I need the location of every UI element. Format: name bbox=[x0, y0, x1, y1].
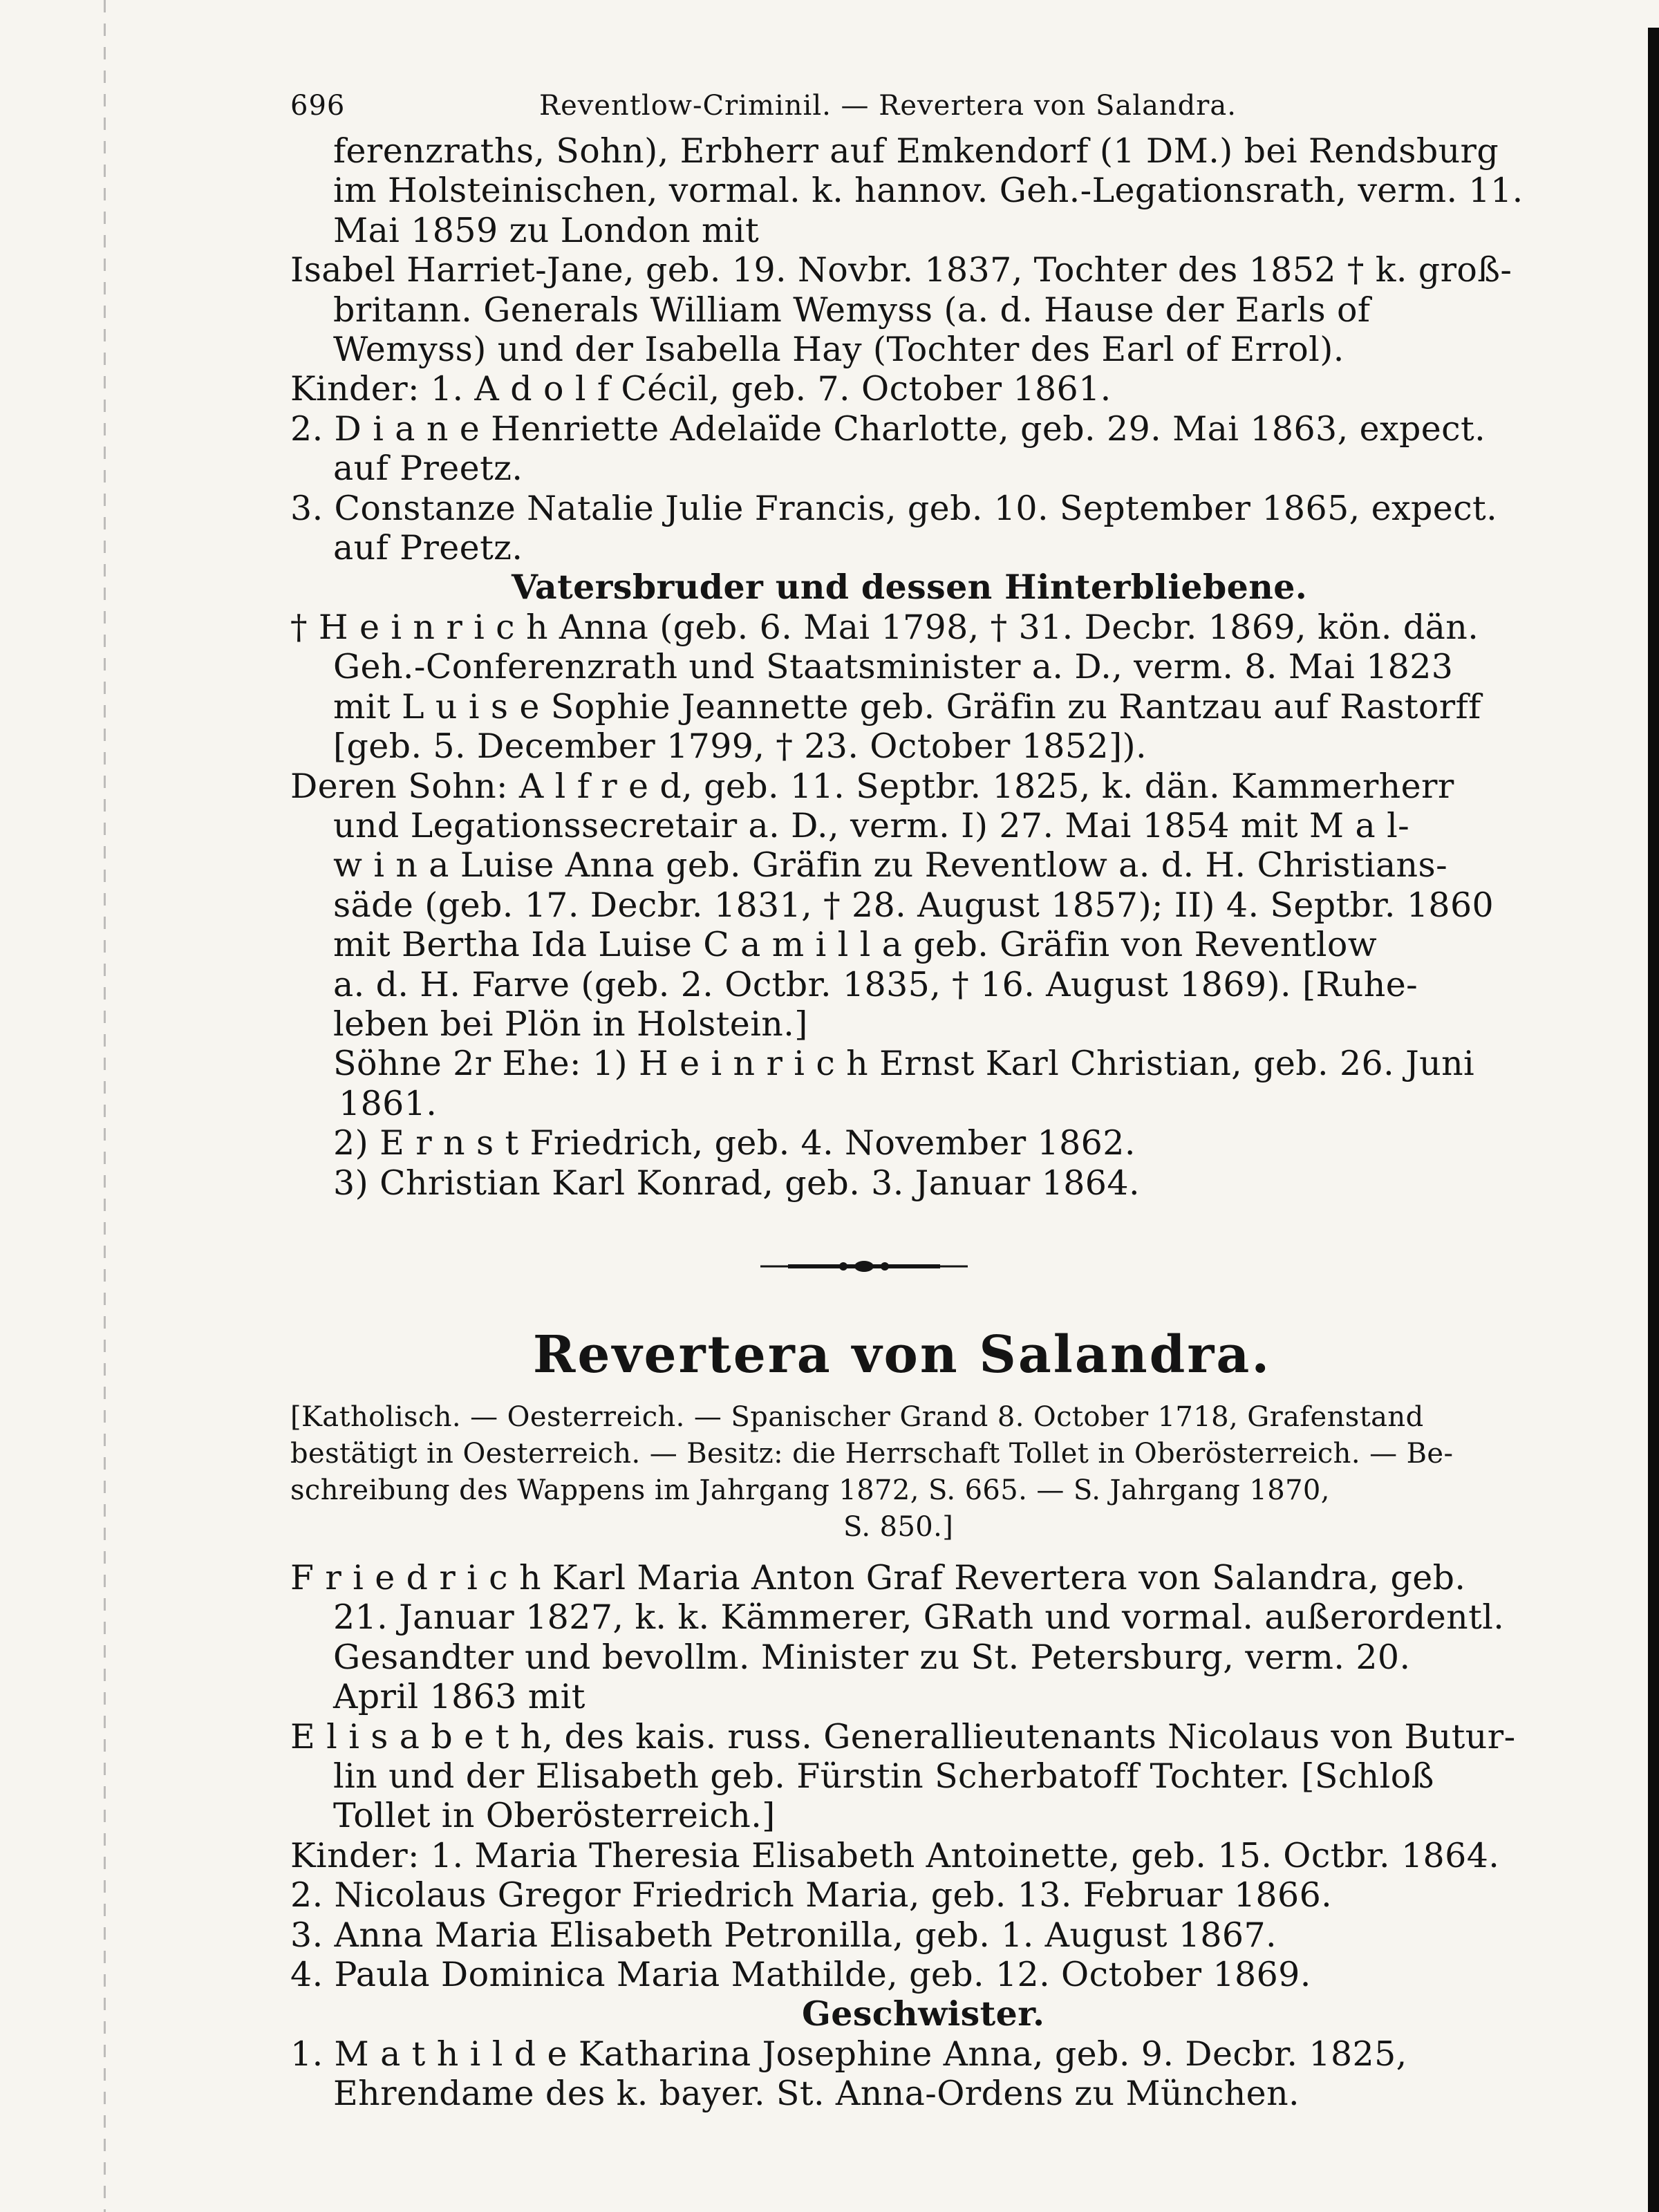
text-line: und Legationssecretair a. D., verm. I) 27. Mai 1854 mit M a l- bbox=[333, 805, 1410, 845]
text-line: † H e i n r i c h Anna (geb. 6. Mai 1798, † 31. Decbr. 1869, kön. dän. bbox=[290, 607, 1479, 647]
text-line: w i n a Luise Anna geb. Gräfin zu Reventlow a. d. H. Christians- bbox=[333, 845, 1448, 885]
text-line: Mai 1859 zu London mit bbox=[333, 210, 760, 250]
text-line: auf Preetz. bbox=[333, 449, 523, 489]
text-line: 3. Constanze Natalie Julie Francis, geb. 10. September 1865, expect. bbox=[290, 488, 1498, 528]
children-heading-line: Kinder: 1. Maria Theresia Elisabeth Antoinette, geb. 15. Octbr. 1864. bbox=[290, 1835, 1500, 1875]
text-line: Tollet in Oberösterreich.] bbox=[333, 1796, 776, 1836]
text-line: Gesandter und bevollm. Minister zu St. Petersburg, verm. 20. bbox=[333, 1637, 1411, 1677]
reventlow-section bbox=[290, 131, 1541, 1203]
running-title: Reventlow-Criminil. — Revertera von Salandra. bbox=[539, 90, 1237, 122]
intro-line: bestätigt in Oesterreich. — Besitz: die Herrschaft Tollet in Oberösterreich. — Be- bbox=[290, 1437, 1454, 1470]
text-line: auf Preetz. bbox=[333, 528, 523, 568]
page-header bbox=[290, 83, 1541, 131]
text-line: E l i s a b e t h, des kais. russ. Generallieutenants Nicolaus von Butur- bbox=[290, 1716, 1516, 1756]
family-title: Revertera von Salandra. bbox=[532, 1324, 1272, 1385]
children-heading-line: Kinder: 1. A d o l f Cécil, geb. 7. October 1861. bbox=[290, 369, 1112, 409]
text-line: Deren Sohn: A l f r e d, geb. 11. Septbr. 1825, k. dän. Kammerherr bbox=[290, 766, 1454, 806]
section-divider bbox=[290, 1217, 1541, 1320]
text-line: Geh.-Conferenzrath und Staatsminister a. D., verm. 8. Mai 1823 bbox=[333, 647, 1454, 687]
text-line: mit L u i s e Sophie Jeannette geb. Gräfin zu Rantzau auf Rastorff bbox=[333, 686, 1481, 727]
text-line: Isabel Harriet-Jane, geb. 19. Novbr. 1837, Tochter des 1852 † k. groß- bbox=[290, 250, 1512, 290]
text-line: April 1863 mit bbox=[333, 1677, 585, 1717]
text-line: säde (geb. 17. Decbr. 1831, † 28. August 1857); II) 4. Septbr. 1860 bbox=[333, 885, 1494, 925]
text-line: mit Bertha Ida Luise C a m i l l a geb. Gräfin von Reventlow bbox=[333, 925, 1378, 965]
subheading: Vatersbruder und dessen Hinterbliebene. bbox=[512, 567, 1308, 608]
revertera-intro bbox=[290, 1399, 1541, 1546]
text-line: ferenzraths, Sohn), Erbherr auf Emkendorf (1 DM.) bei Rendsburg bbox=[333, 131, 1499, 171]
book-page bbox=[290, 83, 1541, 2114]
ornament-rule-icon bbox=[760, 1258, 968, 1275]
text-line: britann. Generals William Wemyss (a. d. Hause der Earls of bbox=[333, 290, 1371, 330]
text-line: 1861. bbox=[339, 1083, 438, 1123]
text-line: Wemyss) und der Isabella Hay (Tochter des Earl of Errol). bbox=[333, 330, 1344, 370]
text-line: 3. Anna Maria Elisabeth Petronilla, geb. 1. August 1867. bbox=[290, 1915, 1277, 1955]
text-line: lin und der Elisabeth geb. Fürstin Scherbatoff Tochter. [Schloß bbox=[333, 1756, 1434, 1796]
revertera-section bbox=[290, 1558, 1541, 2114]
scan-edge-right bbox=[1648, 28, 1659, 2212]
text-line: 2. D i a n e Henriette Adelaïde Charlotte, geb. 29. Mai 1863, expect. bbox=[290, 409, 1486, 449]
text-line: 2. Nicolaus Gregor Friedrich Maria, geb. 13. Februar 1866. bbox=[290, 1875, 1333, 1915]
text-line: leben bei Plön in Holstein.] bbox=[333, 1004, 808, 1044]
text-line: a. d. H. Farve (geb. 2. Octbr. 1835, † 16. August 1869). [Ruhe- bbox=[333, 964, 1418, 1004]
subheading: Geschwister. bbox=[802, 1994, 1045, 2034]
page-number: 696 bbox=[290, 90, 346, 122]
text-line: 3) Christian Karl Konrad, geb. 3. Januar 1864. bbox=[333, 1163, 1140, 1203]
text-line: 21. Januar 1827, k. k. Kämmerer, GRath und vormal. außerordentl. bbox=[333, 1597, 1505, 1638]
intro-line: S. 850.] bbox=[843, 1510, 954, 1543]
text-line: [geb. 5. December 1799, † 23. October 1852]). bbox=[333, 727, 1147, 767]
text-line: F r i e d r i c h Karl Maria Anton Graf Revertera von Salandra, geb. bbox=[290, 1557, 1466, 1597]
scan-edge-left bbox=[104, 0, 106, 2212]
intro-line: schreibung des Wappens im Jahrgang 1872, S. 665. — S. Jahrgang 1870, bbox=[290, 1474, 1330, 1506]
text-line: 4. Paula Dominica Maria Mathilde, geb. 12. October 1869. bbox=[290, 1955, 1311, 1995]
text-line: Söhne 2r Ehe: 1) H e i n r i c h Ernst Karl Christian, geb. 26. Juni bbox=[333, 1044, 1475, 1084]
text-line: 1. M a t h i l d e Katharina Josephine Anna, geb. 9. Decbr. 1825, bbox=[290, 2034, 1407, 2074]
intro-line: [Katholisch. — Oesterreich. — Spanischer Grand 8. October 1718, Grafenstand bbox=[290, 1400, 1424, 1433]
text-line: Ehrendame des k. bayer. St. Anna-Ordens zu München. bbox=[333, 2074, 1300, 2114]
text-line: im Holsteinischen, vormal. k. hannov. Geh.-Legationsrath, verm. 11. bbox=[333, 171, 1524, 211]
text-line: 2) E r n s t Friedrich, geb. 4. November 1862. bbox=[333, 1123, 1136, 1163]
